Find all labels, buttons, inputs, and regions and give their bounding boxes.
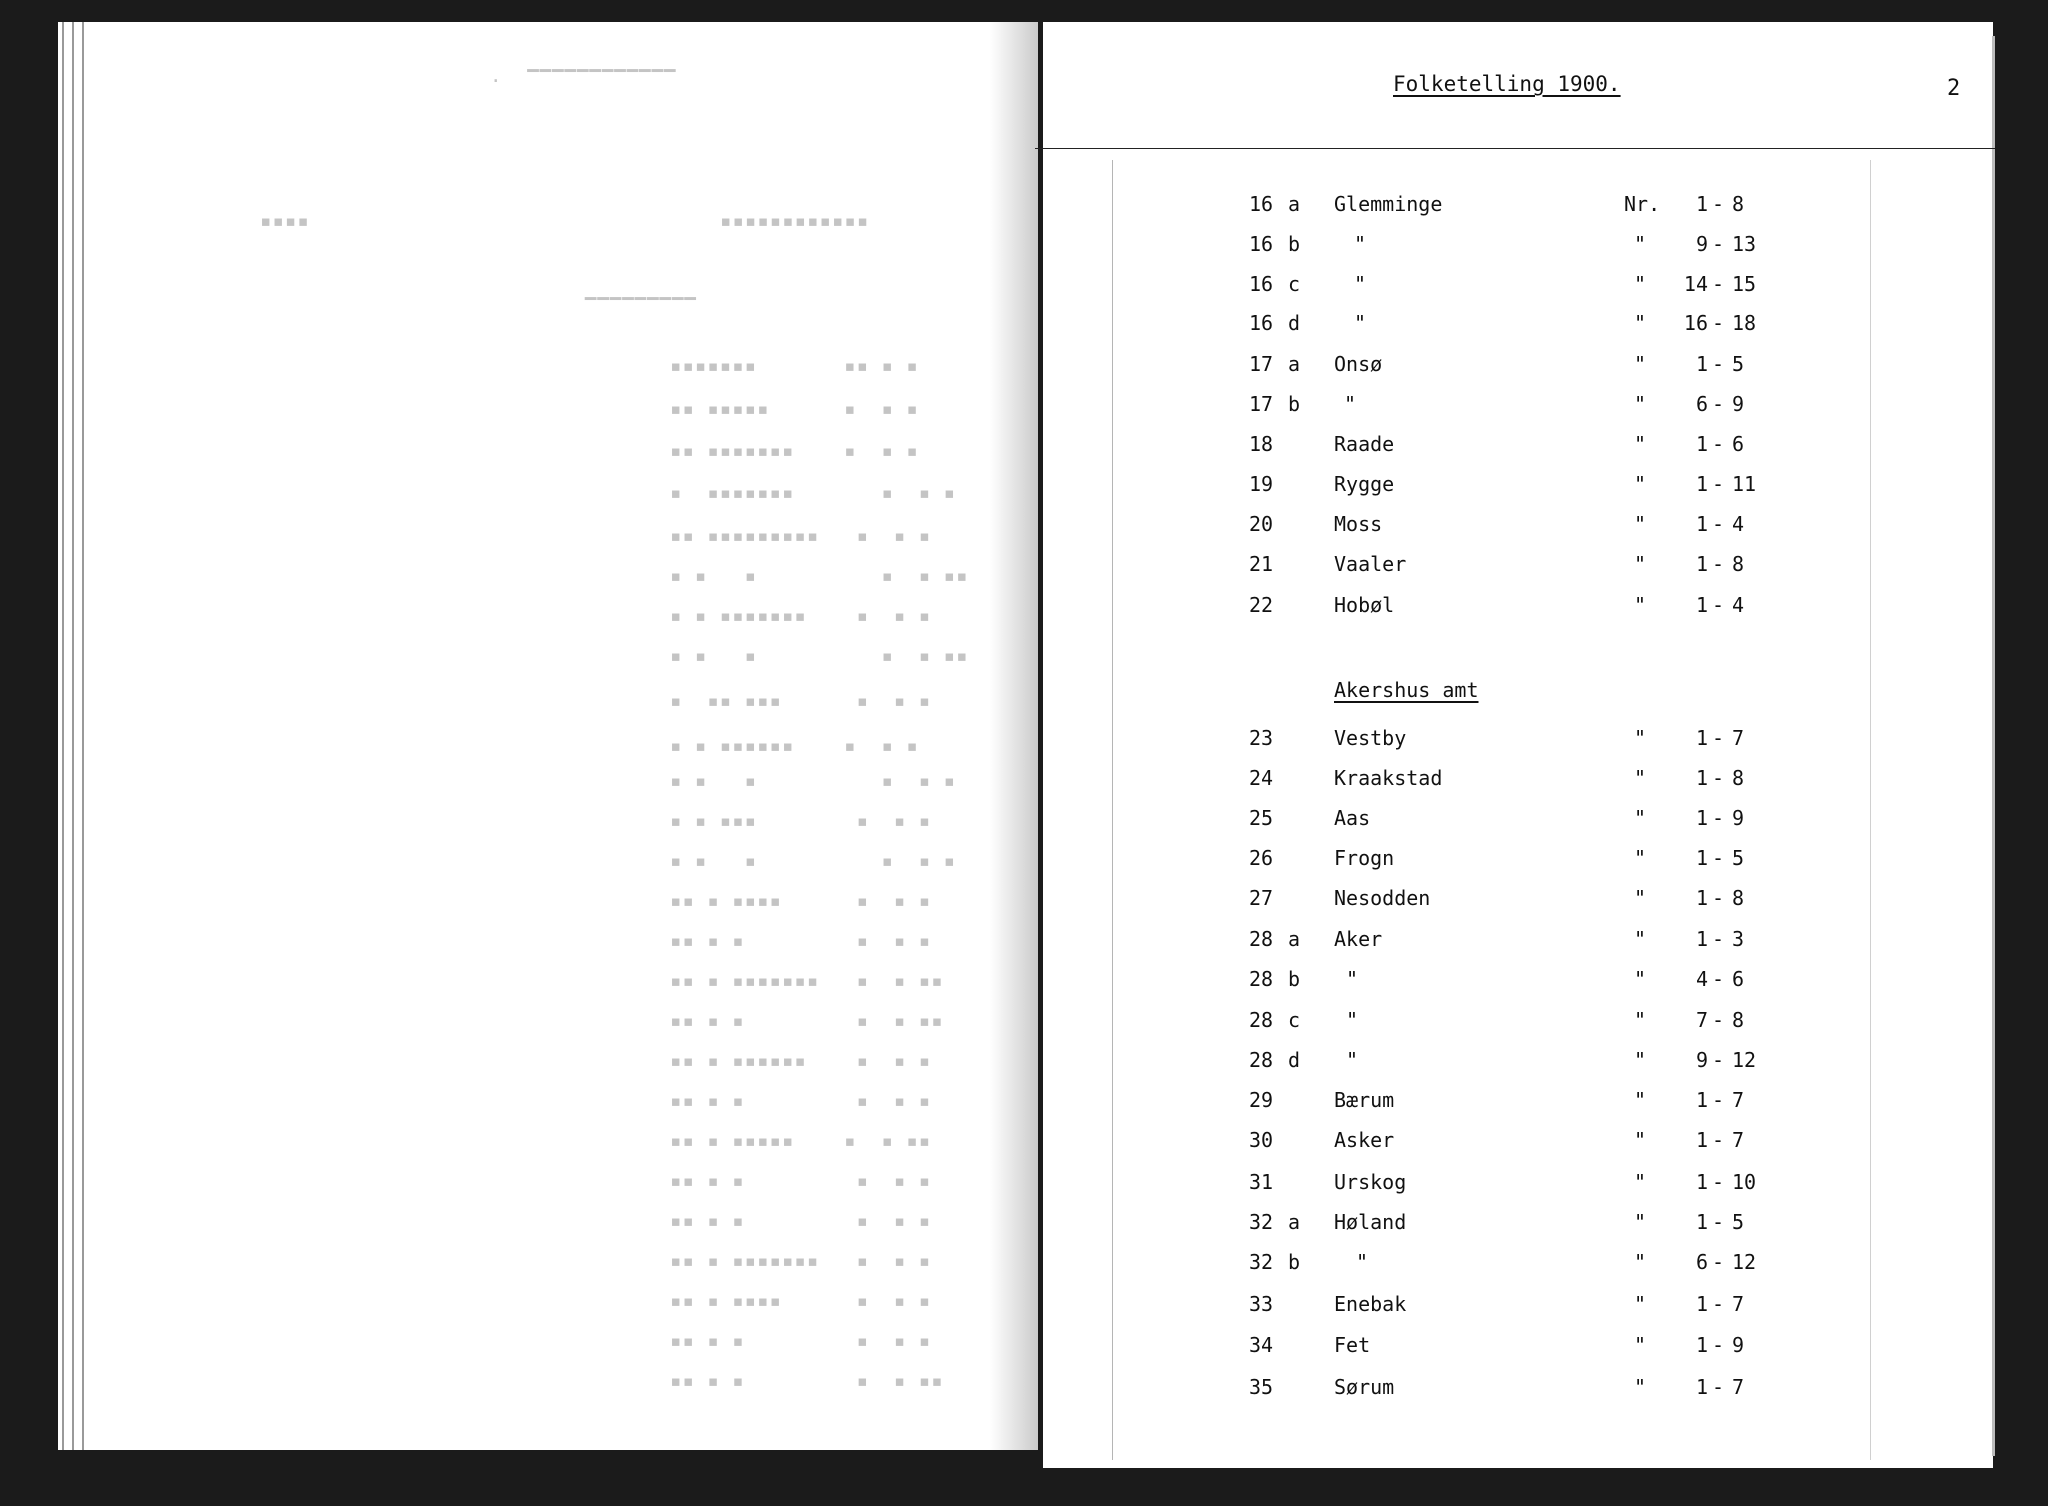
- range-to: 12: [1732, 1250, 1757, 1274]
- range-to: 8: [1732, 552, 1745, 576]
- range-from: 1: [1695, 1128, 1708, 1152]
- book-spread: · ▔▔▔▔▔▔▔▔▔▔▔▔ ▪▪▪▪ ▪▪▪▪▪▪▪▪▪▪▪▪ ▔▔▔▔▔▔▔▔▔ ▪▪▪▪▪▪▪ ▪▪ ▪ ▪ ▪▪ ▪▪▪▪▪ ▪ ▪ ▪ ▪▪ ▪▪▪▪▪▪▪ ▪ ▪ ▪ ▪ ▪▪▪▪▪▪▪ ▪ ▪ ▪ ▪▪ ▪▪▪▪▪▪▪▪▪ ▪ ▪ ▪ ▪ ▪ ▪ ▪ ▪ ▪▪ ▪ ▪ ▪▪▪▪▪▪▪ ▪ ▪ ▪ ▪ ▪ ▪ ▪ ▪ ▪▪ ▪ ▪▪ ▪▪▪ ▪ ▪ ▪ ▪ ▪ ▪▪▪▪▪▪ ▪ ▪ ▪ ▪ ▪ ▪ ▪ ▪ ▪ ▪ ▪ ▪▪▪ ▪ ▪ ▪ ▪ ▪ ▪ ▪ ▪ ▪ ▪▪ ▪ ▪▪▪▪ ▪ ▪ ▪ ▪▪ ▪ ▪ ▪ ▪ ▪ ▪▪ ▪ ▪▪▪▪▪▪▪ ▪ ▪ ▪▪ ▪▪ ▪ ▪ ▪ ▪ ▪▪ ▪▪ ▪ ▪▪▪▪▪▪ ▪ ▪ ▪ ▪▪ ▪ ▪ ▪ ▪ ▪ ▪▪ ▪ ▪▪▪▪▪ ▪ ▪ ▪▪ ▪▪ ▪ ▪ ▪ ▪ ▪ ▪▪ ▪ ▪ ▪ ▪ ▪ ▪▪ ▪ ▪▪▪▪▪▪▪ ▪ ▪ ▪ ▪▪ ▪ ▪▪▪▪ ▪ ▪ ▪ ▪▪ ▪ ▪ ▪ ▪ ▪ ▪▪ ▪ ▪ ▪ ▪ ▪▪ Folketelling 1900. 2 16 a Glemminge Nr. 1 - 8 16 b " " 9 - 13 16 c " " 14 - 15 16 d " " 16 - 18 17 a Onsø " 1 - 5 17 b " " 6 - 9 18 Raade " 1 - 6 19 Rygge " 1 - 11 20 Moss " 1 - 4 21 Vaaler " 1 - 8 22 Hobøl " 1 - 4 Akershus amt 23 Vestby " 1 - 7 24 Kraakstad " 1 - 8 25 Aas " 1 - 9 26 Frogn " 1 - 5 27 Nesodden " 1 - 8 28 a Aker " 1 - 3 28 b " " 4 - 6 28 c " " 7 - 8 28 d " " 9 - 12 29 Bærum " 1 - 7 30 Asker " 1 - 7 31 Urskog " 1 - 10 32 a Høland " 1 - 5 32 b " " 6 - 12 33 Enebak " 1 - 7 34 Fet " 1 - 9 35 Sørum " 1 - 7: [0, 0, 2048, 1506]
- range-to: 6: [1732, 967, 1745, 991]
- district-name: Kraakstad: [1334, 766, 1443, 790]
- nr-label: ": [1634, 766, 1647, 790]
- district-number: 29: [1249, 1088, 1274, 1112]
- range-dash: -: [1712, 1008, 1725, 1032]
- range-dash: -: [1712, 472, 1725, 496]
- range-to: 15: [1732, 272, 1757, 296]
- list-item: [0, 927, 2048, 957]
- range-to: 5: [1732, 352, 1745, 376]
- nr-label: ": [1634, 1088, 1647, 1112]
- district-sub: b: [1288, 392, 1301, 416]
- district-name: ": [1346, 1048, 1359, 1072]
- district-number: 19: [1249, 472, 1274, 496]
- range-dash: -: [1712, 1088, 1725, 1112]
- list-item: [0, 272, 2048, 302]
- district-number: 28: [1249, 967, 1274, 991]
- district-name: Aker: [1334, 927, 1383, 951]
- district-number: 17: [1249, 352, 1274, 376]
- list-item: [0, 886, 2048, 916]
- range-dash: -: [1712, 1333, 1725, 1357]
- nr-label: ": [1634, 1210, 1647, 1234]
- range-from: 14: [1683, 272, 1708, 296]
- district-name: Nesodden: [1334, 886, 1431, 910]
- range-from: 1: [1695, 192, 1708, 216]
- nr-label: ": [1634, 927, 1647, 951]
- district-sub: c: [1288, 1008, 1301, 1032]
- range-to: 6: [1732, 432, 1745, 456]
- range-dash: -: [1712, 1375, 1725, 1399]
- range-dash: -: [1712, 432, 1725, 456]
- district-name: ": [1346, 967, 1359, 991]
- list-item: [0, 352, 2048, 382]
- range-to: 8: [1732, 766, 1745, 790]
- district-number: 28: [1249, 927, 1274, 951]
- district-sub: a: [1288, 192, 1301, 216]
- district-number: 22: [1249, 593, 1274, 617]
- range-from: 16: [1683, 311, 1708, 335]
- range-to: 4: [1732, 512, 1745, 536]
- list-item: [0, 1008, 2048, 1038]
- range-from: 1: [1695, 352, 1708, 376]
- range-to: 5: [1732, 846, 1745, 870]
- district-number: 16: [1249, 311, 1274, 335]
- range-from: 1: [1695, 927, 1708, 951]
- range-dash: -: [1712, 886, 1725, 910]
- nr-label: ": [1634, 432, 1647, 456]
- list-item: [0, 392, 2048, 422]
- nr-label: ": [1634, 232, 1647, 256]
- range-dash: -: [1712, 232, 1725, 256]
- range-to: 7: [1732, 1088, 1745, 1112]
- range-from: 1: [1695, 1210, 1708, 1234]
- district-name: Vaaler: [1334, 552, 1407, 576]
- district-number: 27: [1249, 886, 1274, 910]
- district-sub: b: [1288, 232, 1301, 256]
- range-to: 8: [1732, 192, 1745, 216]
- range-to: 9: [1732, 1333, 1745, 1357]
- range-dash: -: [1712, 593, 1725, 617]
- district-number: 35: [1249, 1375, 1274, 1399]
- nr-label: ": [1634, 1292, 1647, 1316]
- range-to: 18: [1732, 311, 1757, 335]
- list-item: [0, 512, 2048, 542]
- nr-label: ": [1634, 1375, 1647, 1399]
- range-dash: -: [1712, 1210, 1725, 1234]
- range-to: 5: [1732, 1210, 1745, 1234]
- range-dash: -: [1712, 846, 1725, 870]
- nr-label: ": [1634, 512, 1647, 536]
- range-to: 7: [1732, 1292, 1745, 1316]
- list-item: [0, 192, 2048, 222]
- list-item: [0, 846, 2048, 876]
- range-from: 6: [1695, 1250, 1708, 1274]
- range-from: 1: [1695, 512, 1708, 536]
- range-from: 1: [1695, 432, 1708, 456]
- range-dash: -: [1712, 766, 1725, 790]
- range-from: 1: [1695, 806, 1708, 830]
- list-item: [0, 1250, 2048, 1280]
- district-number: 25: [1249, 806, 1274, 830]
- district-name: ": [1354, 232, 1367, 256]
- district-sub: c: [1288, 272, 1301, 296]
- district-sub: d: [1288, 1048, 1301, 1072]
- list-item: [0, 593, 2048, 623]
- district-name: Raade: [1334, 432, 1395, 456]
- district-number: 26: [1249, 846, 1274, 870]
- range-to: 4: [1732, 593, 1745, 617]
- district-sub: a: [1288, 352, 1301, 376]
- list-item: [0, 1333, 2048, 1363]
- district-name: Enebak: [1334, 1292, 1407, 1316]
- district-name: ": [1344, 392, 1357, 416]
- nr-label: ": [1634, 552, 1647, 576]
- district-name: Rygge: [1334, 472, 1395, 496]
- range-from: 1: [1695, 593, 1708, 617]
- district-name: Bærum: [1334, 1088, 1395, 1112]
- district-number: 24: [1249, 766, 1274, 790]
- district-name: Høland: [1334, 1210, 1407, 1234]
- range-dash: -: [1712, 392, 1725, 416]
- district-number: 21: [1249, 552, 1274, 576]
- nr-label: ": [1634, 806, 1647, 830]
- nr-label: ": [1634, 311, 1647, 335]
- range-dash: -: [1712, 726, 1725, 750]
- page-number: 2: [1947, 76, 1961, 101]
- nr-label: ": [1634, 1333, 1647, 1357]
- nr-label: Nr.: [1624, 192, 1661, 216]
- range-to: 11: [1732, 472, 1757, 496]
- range-from: 9: [1695, 1048, 1708, 1072]
- district-sub: d: [1288, 311, 1301, 335]
- range-dash: -: [1712, 311, 1725, 335]
- list-item: [0, 1375, 2048, 1405]
- nr-label: ": [1634, 472, 1647, 496]
- district-number: 31: [1249, 1170, 1274, 1194]
- district-number: 34: [1249, 1333, 1274, 1357]
- range-dash: -: [1712, 927, 1725, 951]
- range-dash: -: [1712, 192, 1725, 216]
- range-dash: -: [1712, 1048, 1725, 1072]
- nr-label: ": [1634, 1048, 1647, 1072]
- nr-label: ": [1634, 726, 1647, 750]
- range-dash: -: [1712, 552, 1725, 576]
- range-from: 1: [1695, 1333, 1708, 1357]
- district-sub: b: [1288, 1250, 1301, 1274]
- district-name: ": [1346, 1008, 1359, 1032]
- range-dash: -: [1712, 1170, 1725, 1194]
- list-item: [0, 967, 2048, 997]
- header-rule: [1035, 148, 1995, 149]
- list-item: [0, 726, 2048, 756]
- district-number: 23: [1249, 726, 1274, 750]
- list-item: [0, 766, 2048, 796]
- range-to: 7: [1732, 1128, 1745, 1152]
- range-from: 1: [1695, 1375, 1708, 1399]
- range-dash: -: [1712, 1250, 1725, 1274]
- range-from: 1: [1695, 726, 1708, 750]
- range-dash: -: [1712, 272, 1725, 296]
- range-to: 7: [1732, 1375, 1745, 1399]
- district-sub: a: [1288, 1210, 1301, 1234]
- range-from: 1: [1695, 552, 1708, 576]
- district-number: 20: [1249, 512, 1274, 536]
- list-item: [0, 1292, 2048, 1322]
- district-name: ": [1356, 1250, 1369, 1274]
- district-name: Glemminge: [1334, 192, 1443, 216]
- district-number: 16: [1249, 272, 1274, 296]
- range-to: 12: [1732, 1048, 1757, 1072]
- district-number: 28: [1249, 1008, 1274, 1032]
- district-name: Fet: [1334, 1333, 1371, 1357]
- list-item: [0, 1088, 2048, 1118]
- district-name: Vestby: [1334, 726, 1407, 750]
- range-from: 1: [1695, 886, 1708, 910]
- nr-label: ": [1634, 967, 1647, 991]
- district-name: Sørum: [1334, 1375, 1395, 1399]
- list-item: [0, 1128, 2048, 1158]
- district-number: 32: [1249, 1210, 1274, 1234]
- nr-label: ": [1634, 1250, 1647, 1274]
- range-to: 13: [1732, 232, 1757, 256]
- district-number: 17: [1249, 392, 1274, 416]
- section-heading: Akershus amt: [1334, 678, 1479, 702]
- list-item: [0, 432, 2048, 462]
- district-name: Moss: [1334, 512, 1383, 536]
- list-item: [0, 1170, 2048, 1200]
- district-number: 16: [1249, 192, 1274, 216]
- range-to: 10: [1732, 1170, 1757, 1194]
- range-from: 9: [1695, 232, 1708, 256]
- range-from: 1: [1695, 1088, 1708, 1112]
- district-name: Hobøl: [1334, 593, 1395, 617]
- district-number: 30: [1249, 1128, 1274, 1152]
- range-to: 7: [1732, 726, 1745, 750]
- range-from: 7: [1695, 1008, 1708, 1032]
- range-to: 9: [1732, 392, 1745, 416]
- range-from: 1: [1695, 846, 1708, 870]
- nr-label: ": [1634, 1170, 1647, 1194]
- range-dash: -: [1712, 1292, 1725, 1316]
- range-dash: -: [1712, 1128, 1725, 1152]
- district-number: 16: [1249, 232, 1274, 256]
- nr-label: ": [1634, 593, 1647, 617]
- district-number: 28: [1249, 1048, 1274, 1072]
- list-item: [0, 1048, 2048, 1078]
- range-dash: -: [1712, 967, 1725, 991]
- range-from: 6: [1695, 392, 1708, 416]
- range-dash: -: [1712, 352, 1725, 376]
- range-dash: -: [1712, 806, 1725, 830]
- list-item: [0, 311, 2048, 341]
- list-item: [0, 232, 2048, 262]
- district-name: ": [1354, 311, 1367, 335]
- district-name: Aas: [1334, 806, 1371, 830]
- district-number: 18: [1249, 432, 1274, 456]
- list-item: [0, 472, 2048, 502]
- nr-label: ": [1634, 846, 1647, 870]
- district-name: Frogn: [1334, 846, 1395, 870]
- nr-label: ": [1634, 352, 1647, 376]
- range-from: 1: [1695, 472, 1708, 496]
- range-from: 1: [1695, 766, 1708, 790]
- list-item: [0, 552, 2048, 582]
- page-title: Folketelling 1900.: [1393, 72, 1621, 96]
- district-number: 32: [1249, 1250, 1274, 1274]
- district-name: Urskog: [1334, 1170, 1407, 1194]
- list-item: [0, 806, 2048, 836]
- district-number: 33: [1249, 1292, 1274, 1316]
- range-from: 1: [1695, 1292, 1708, 1316]
- range-to: 9: [1732, 806, 1745, 830]
- district-name: ": [1354, 272, 1367, 296]
- range-from: 1: [1695, 1170, 1708, 1194]
- range-from: 4: [1695, 967, 1708, 991]
- range-to: 8: [1732, 1008, 1745, 1032]
- nr-label: ": [1634, 1128, 1647, 1152]
- list-item: [0, 1210, 2048, 1240]
- range-to: 8: [1732, 886, 1745, 910]
- nr-label: ": [1634, 272, 1647, 296]
- district-name: Asker: [1334, 1128, 1395, 1152]
- range-to: 3: [1732, 927, 1745, 951]
- district-sub: b: [1288, 967, 1301, 991]
- range-dash: -: [1712, 512, 1725, 536]
- nr-label: ": [1634, 1008, 1647, 1032]
- nr-label: ": [1634, 392, 1647, 416]
- district-sub: a: [1288, 927, 1301, 951]
- district-name: Onsø: [1334, 352, 1383, 376]
- nr-label: ": [1634, 886, 1647, 910]
